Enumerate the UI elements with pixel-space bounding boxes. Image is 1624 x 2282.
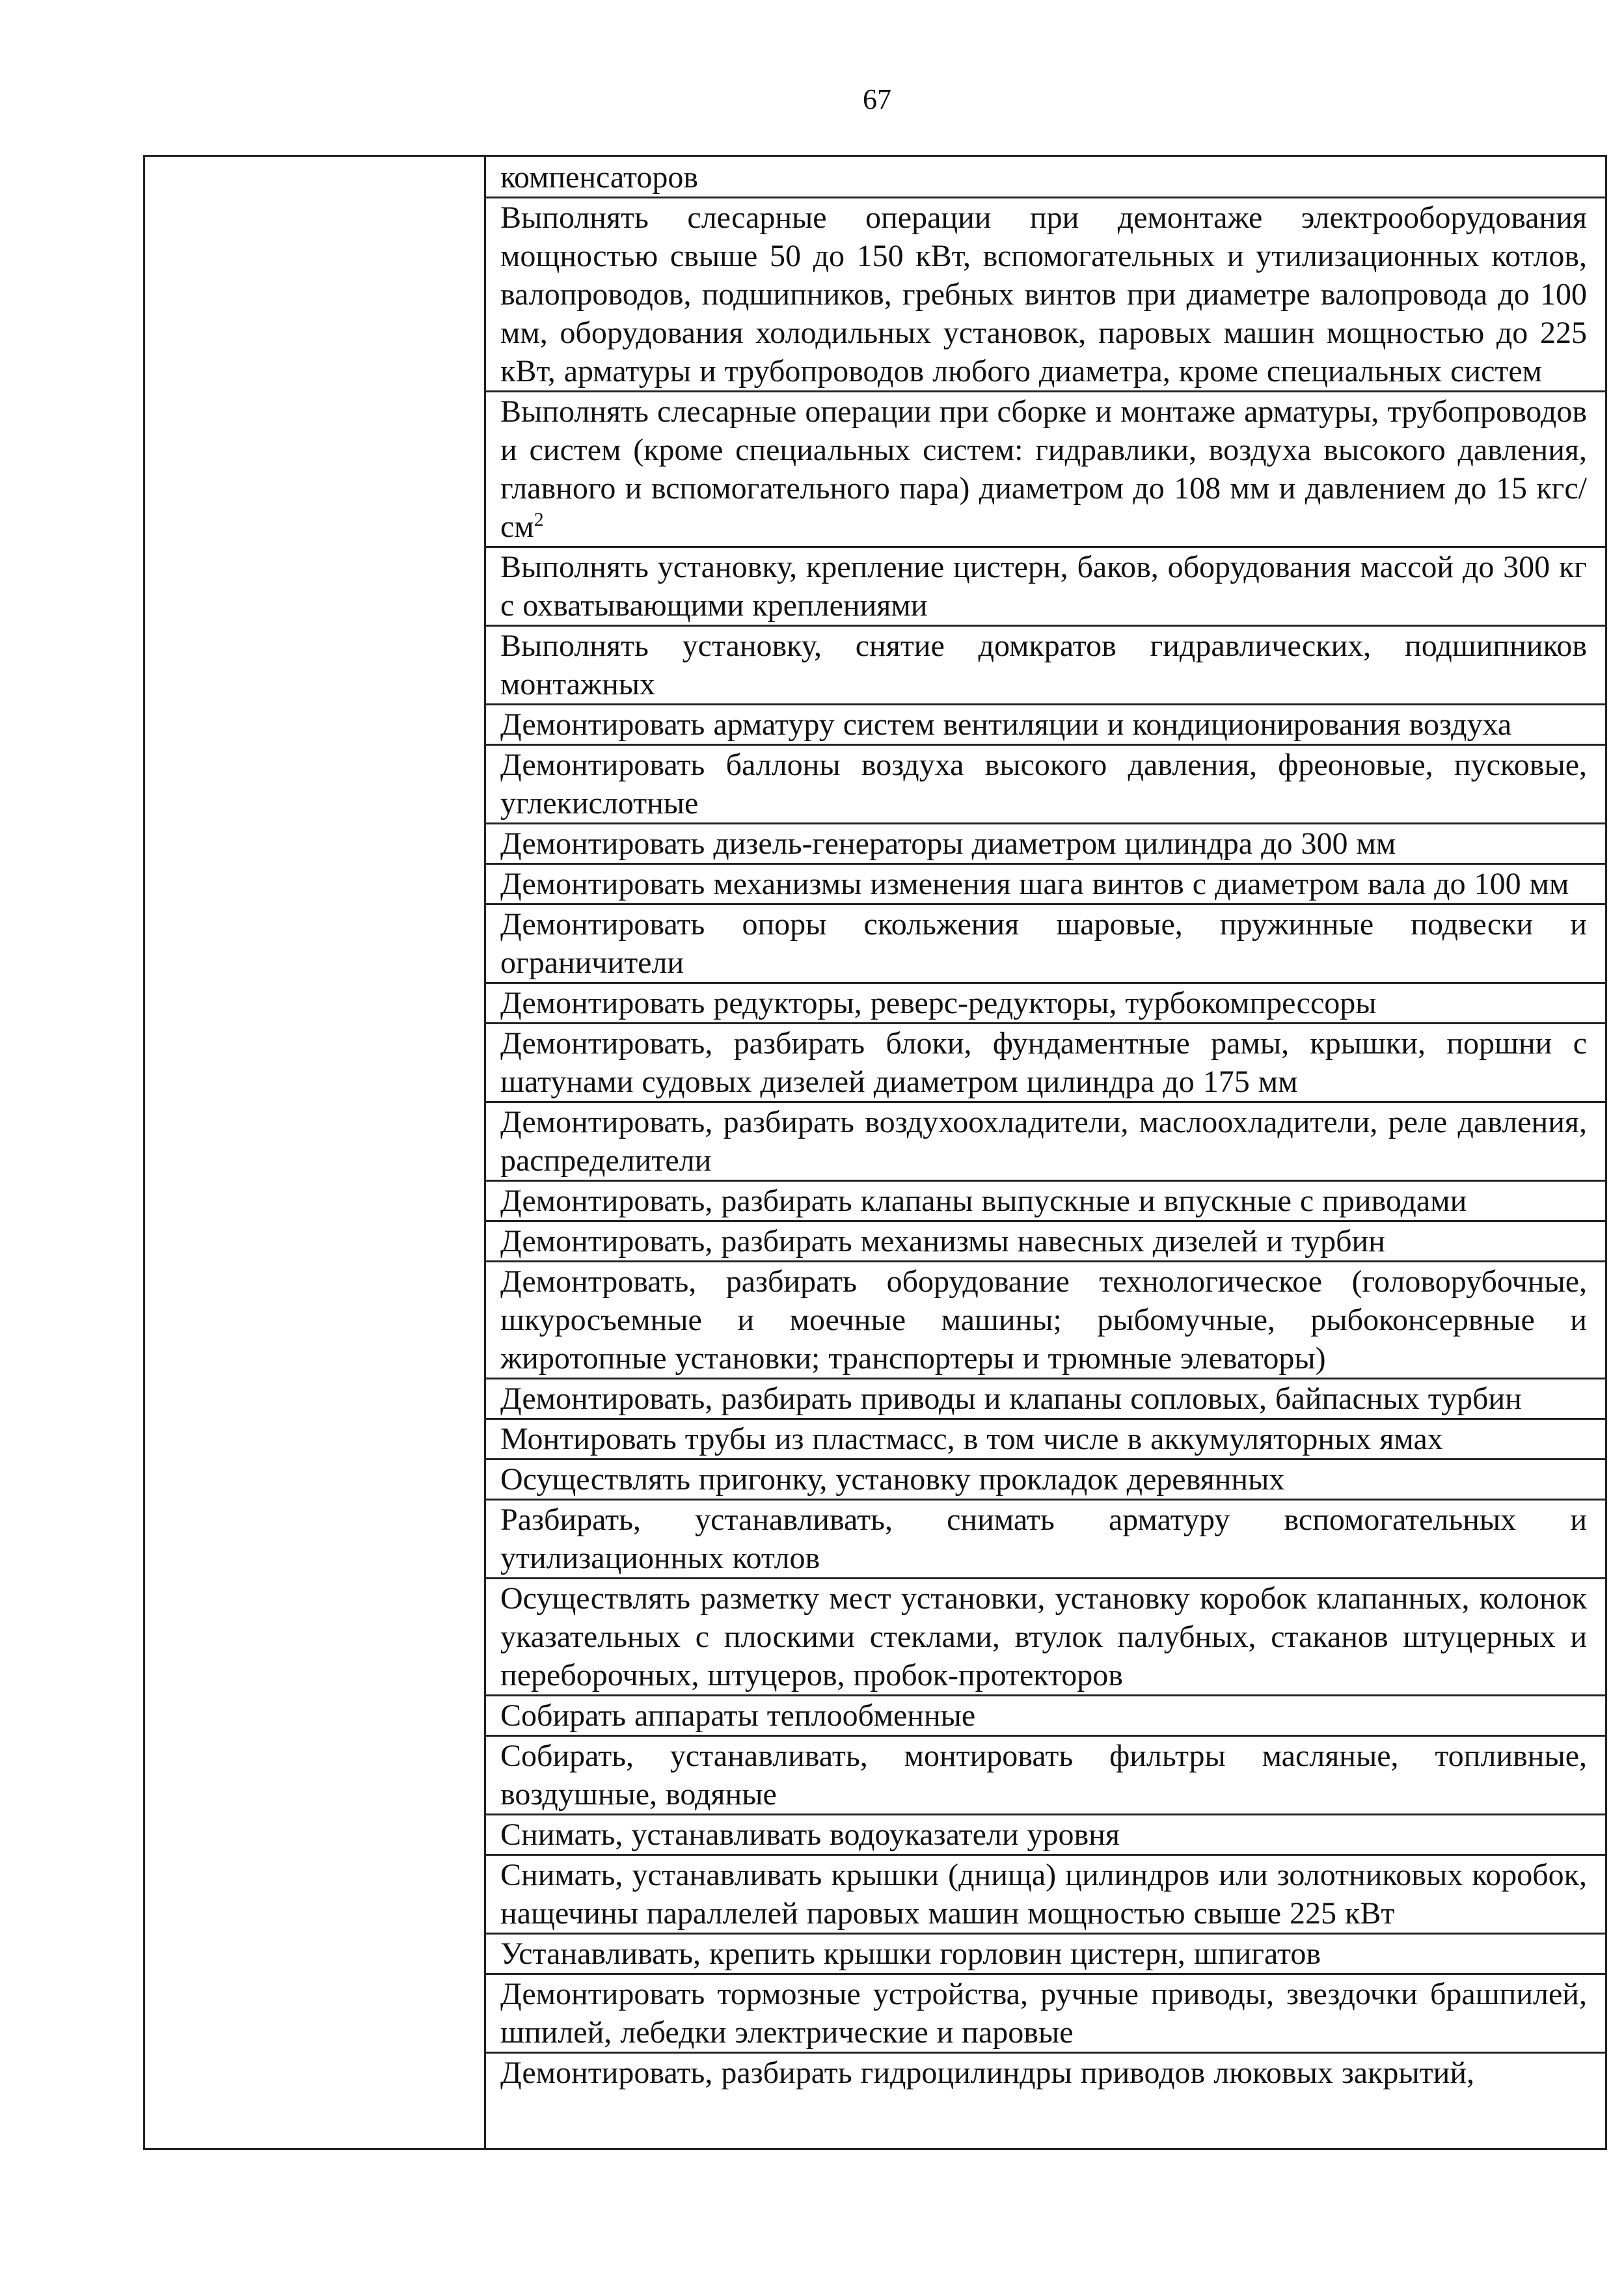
row-text: Собирать, устанавливать, монтировать фильтры масляные, топливные, воздушные, водяные	[500, 1739, 1587, 1812]
row-text: Демонтровать, разбирать оборудование технологическое (головорубочные, шкуросъемные и моечные машины; рыбомучные, рыбоконсервные и жиротопные установки; транспортеры и трюмные элеваторы)	[500, 1264, 1587, 1376]
table-row	[486, 746, 1605, 824]
table-row	[486, 705, 1605, 746]
table-left-column	[145, 157, 486, 2150]
row-text: Демонтировать, разбирать блоки, фундаментные рамы, крышки, поршни с шатунами судовых дизелей диаметром цилиндра до 175 мм	[500, 1026, 1587, 1099]
table-row	[486, 1024, 1605, 1103]
table-row	[486, 1222, 1605, 1262]
row-text: Выполнять установку, крепление цистерн, баков, оборудования массой до 300 кг с охватывающими креплениями	[500, 550, 1587, 623]
row-text: Демонтировать, разбирать механизмы навесных дизелей и турбин	[500, 1224, 1385, 1258]
table-row	[486, 1696, 1605, 1737]
row-text: Демонтировать, разбирать гидроцилиндры приводов люковых закрытий,	[500, 2056, 1475, 2090]
table-row	[486, 1182, 1605, 1222]
row-text: Выполнять слесарные операции при сборке и монтаже арматуры, трубопроводов и систем (кроме специальных систем: гидравлики, воздуха высокого давления, главного и вспомогательного пара) диаметром до 108 мм и давлением до 15 кгс/см	[500, 394, 1587, 544]
table-right-column	[486, 157, 1605, 2150]
row-text: Осуществлять пригонку, установку прокладок деревянных	[500, 1462, 1285, 1497]
row-text: Демонтировать тормозные устройства, ручные приводы, звездочки брашпилей, шпилей, лебедки электрические и паровые	[500, 1977, 1587, 2050]
table-row	[486, 824, 1605, 865]
table-row	[486, 1420, 1605, 1460]
row-text: Демонтировать, разбирать приводы и клапаны сопловых, байпасных турбин	[500, 1381, 1522, 1416]
row-text: Демонтировать редукторы, реверс-редукторы, турбокомпрессоры	[500, 986, 1377, 1020]
row-text: Демонтировать дизель-генераторы диаметром цилиндра до 300 мм	[500, 826, 1396, 861]
row-text: Демонтировать опоры скольжения шаровые, пружинные подвески и ограничители	[500, 907, 1587, 980]
table-row	[486, 905, 1605, 984]
table-row	[486, 1501, 1605, 1579]
table-row	[486, 1262, 1605, 1379]
page-number: 67	[863, 83, 891, 115]
row-text: Разбирать, устанавливать, снимать арматуру вспомогательных и утилизационных котлов	[500, 1502, 1587, 1575]
table-row	[486, 1815, 1605, 1856]
row-text: Демонтировать арматуру систем вентиляции и кондиционирования воздуха	[500, 707, 1512, 742]
table-row	[486, 1737, 1605, 1815]
row-text: Демонтировать баллоны воздуха высокого давления, фреоновые, пусковые, углекислотные	[500, 748, 1587, 821]
table-row	[486, 1975, 1605, 2054]
superscript-two: 2	[534, 509, 544, 530]
row-text: Демонтировать механизмы изменения шага винтов с диаметром вала до 100 мм	[500, 867, 1569, 901]
table-row	[486, 198, 1605, 392]
row-text: Устанавливать, крепить крышки горловин цистерн, шпигатов	[500, 1936, 1321, 1971]
table-row	[486, 984, 1605, 1024]
row-text: Осуществлять разметку мест установки, установку коробок клапанных, колонок указательных с плоскими стеклами, втулок палубных, стаканов штуцерных и переборочных, штуцеров, пробок-протекторов	[500, 1581, 1587, 1692]
row-text: Монтировать трубы из пластмасс, в том числе в аккумуляторных ямах	[500, 1422, 1443, 1456]
table-row	[486, 392, 1605, 548]
table-row	[486, 1103, 1605, 1182]
table-row	[486, 865, 1605, 905]
table-row	[486, 1579, 1605, 1696]
requirements-table	[143, 155, 1607, 2150]
table-bottom-border	[143, 2148, 1607, 2150]
table-row	[486, 157, 1605, 198]
table-row	[486, 2054, 1605, 2092]
row-text: компенсаторов	[500, 160, 698, 195]
row-text: Снимать, устанавливать водоуказатели уровня	[500, 1817, 1120, 1852]
row-text: Демонтировать, разбирать воздухоохладители, маслоохладители, реле давления, распределители	[500, 1105, 1587, 1178]
table-row	[486, 1935, 1605, 1975]
table-row	[486, 627, 1605, 705]
table-row	[486, 1460, 1605, 1501]
row-text: Снимать, устанавливать крышки (днища) цилиндров или золотниковых коробок, нащечины параллелей паровых машин мощностью свыше 225 кВт	[500, 1858, 1587, 1931]
row-text: Выполнять установку, снятие домкратов гидравлических, подшипников монтажных	[500, 629, 1587, 701]
row-text: Демонтировать, разбирать клапаны выпускные и впускные с приводами	[500, 1184, 1467, 1218]
table-row	[486, 1856, 1605, 1935]
table-row	[486, 548, 1605, 627]
table-row	[486, 1379, 1605, 1420]
row-text: Выполнять слесарные операции при демонтаже электрооборудования мощностью свыше 50 до 150 кВт, вспомогательных и утилизационных котлов, валопроводов, подшипников, гребных винтов при диаметре валопровода до 100 мм, оборудования холодильных установок, паровых машин мощностью до 225 кВт, арматуры и трубопроводов любого диаметра, кроме специальных систем	[500, 200, 1587, 388]
row-text: Собирать аппараты теплообменные	[500, 1698, 976, 1733]
